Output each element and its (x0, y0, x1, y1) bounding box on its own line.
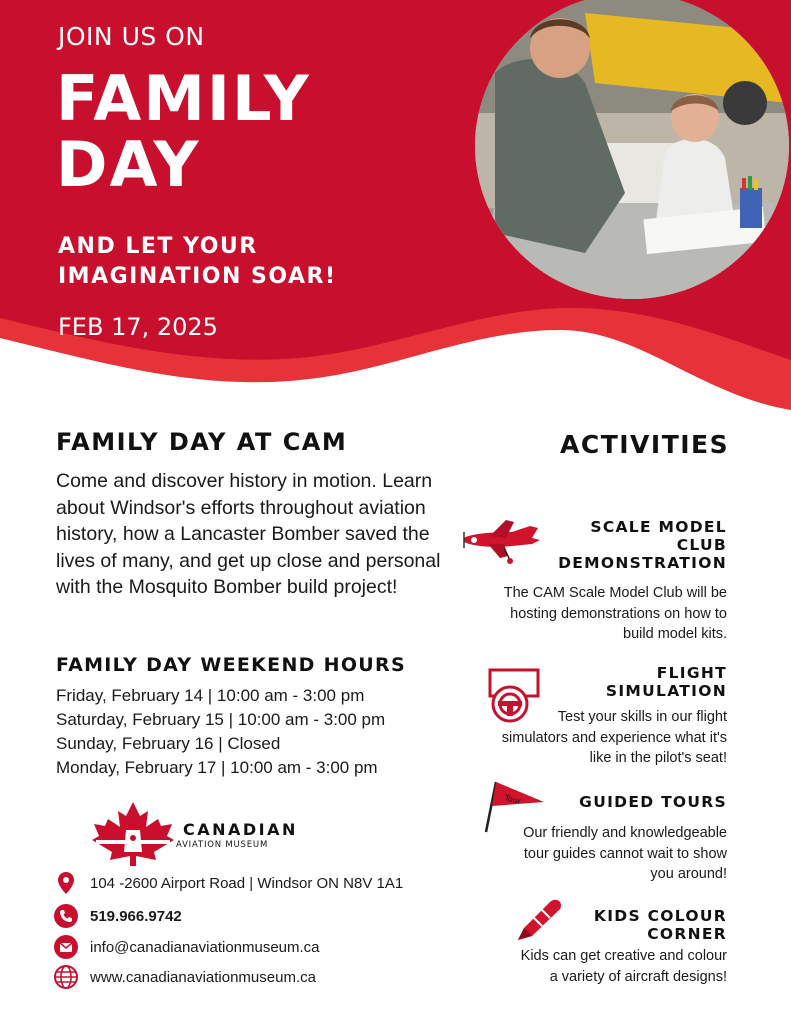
family-photo (470, 0, 791, 304)
activity-scale-model-title (558, 518, 727, 572)
address-text: 104 -2600 Airport Road | Windsor ON N8V 1A1 (90, 874, 404, 892)
hero-tagline-line1: AND LET YOUR (58, 234, 258, 259)
activity-flight-sim-desc (502, 707, 727, 769)
globe-icon (54, 965, 78, 989)
activity-desc-line: build model kits. (623, 626, 727, 642)
airplane-icon (460, 518, 542, 566)
hours-row-saturday: Saturday, February 15 | 10:00 am - 3:00 pm (56, 710, 386, 729)
museum-logo (88, 800, 328, 870)
activity-title-line: FLIGHT (656, 664, 727, 682)
email-icon (54, 935, 78, 959)
crayon-icon (514, 896, 564, 944)
activity-colour-corner-title (594, 907, 727, 943)
activity-desc-line: a variety of aircraft designs! (549, 968, 727, 985)
activity-desc-line: Test your skills in our flight (557, 709, 727, 725)
hero-kicker: JOIN US ON (58, 22, 205, 51)
logo-name: CANADIAN (183, 820, 298, 839)
contact-address (54, 871, 454, 895)
location-pin-icon (54, 871, 78, 895)
hours-list (56, 684, 446, 780)
activity-desc-line: The CAM Scale Model Club will be (503, 585, 727, 601)
family-photo-illustration (475, 0, 789, 299)
activity-desc-line: like in the pilot's seat! (589, 750, 727, 766)
hero-title-line1: FAMILY (56, 62, 311, 135)
activity-flight-sim-title (606, 664, 727, 700)
hero-title-line2: DAY (56, 128, 201, 201)
website-text[interactable]: www.canadianaviationmuseum.ca (90, 968, 316, 986)
about-heading: FAMILY DAY AT CAM (56, 428, 348, 456)
activities-heading: ACTIVITIES (560, 430, 730, 459)
hours-heading: FAMILY DAY WEEKEND HOURS (56, 654, 406, 676)
event-date: FEB 17, 2025 (58, 313, 218, 341)
hours-row-friday: Friday, February 14 | 10:00 am - 3:00 pm (56, 686, 365, 705)
activity-title-line: KIDS COLOUR (593, 907, 727, 925)
contact-website[interactable] (54, 965, 454, 989)
activity-colour-corner-desc (521, 946, 727, 987)
logo-subtitle: AVIATION MUSEUM (176, 840, 269, 850)
phone-icon (54, 904, 78, 928)
activity-title-line: SCALE MODEL (590, 518, 727, 536)
activity-title-line: SIMULATION (605, 682, 727, 700)
activity-title-line: CORNER (647, 925, 727, 943)
tour-flag-text: Tour (503, 793, 522, 807)
activity-title-line: GUIDED TOURS (579, 793, 727, 811)
activity-guided-tours-title (579, 793, 727, 811)
email-text[interactable]: info@canadianaviationmuseum.ca (90, 938, 320, 956)
hero-banner (0, 0, 791, 410)
activity-desc-line: simulators and experience what it's (501, 729, 727, 746)
activity-desc-line: Kids can get creative and colour (520, 948, 727, 964)
contact-phone[interactable] (54, 904, 454, 928)
activity-desc-line: Our friendly and knowledgeable (523, 825, 727, 841)
hours-row-sunday: Sunday, February 16 | Closed (56, 734, 281, 753)
about-body: Come and discover history in motion. Learn about Windsor's efforts throughout aviation history, how a Lancaster Bomber saved the lives of many, and get up close and personal with the Mosquito Bomber build project! (56, 470, 441, 598)
hero-tagline-line2: IMAGINATION SOAR! (58, 264, 337, 289)
activity-guided-tours-desc (523, 823, 727, 885)
hero-tagline (58, 232, 337, 292)
contact-email[interactable] (54, 935, 454, 959)
maple-leaf-plane-icon (88, 800, 178, 866)
activity-desc-line: tour guides cannot wait to show (523, 845, 727, 862)
hero-title (56, 62, 311, 201)
activity-desc-line: you around! (650, 866, 727, 882)
hours-row-monday: Monday, February 17 | 10:00 am - 3:00 pm (56, 758, 378, 777)
activity-desc-line: hosting demonstrations on how to (510, 605, 727, 622)
phone-text[interactable]: 519.966.9742 (90, 907, 182, 925)
activity-title-line: CLUB (676, 536, 727, 554)
activity-scale-model-desc (504, 583, 727, 645)
activity-title-line: DEMONSTRATION (558, 554, 727, 572)
